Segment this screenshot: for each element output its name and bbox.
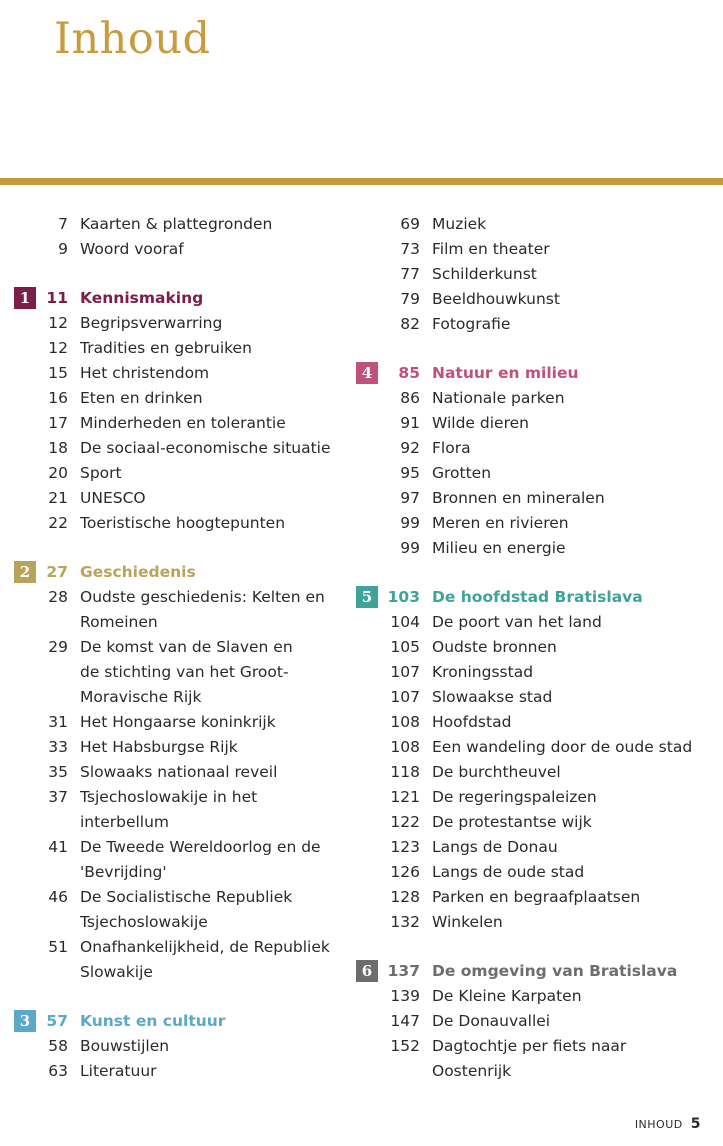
toc-entry <box>356 810 718 835</box>
toc-page-number: 92 <box>400 439 420 457</box>
toc-page-number: 9 <box>58 240 68 258</box>
toc-entry-title: Tsjechoslowakije in het <box>80 788 258 806</box>
toc-entry-title: de stichting van het Groot- <box>80 663 289 681</box>
toc-entry-title: Kroningsstad <box>432 663 534 681</box>
toc-entry-continuation <box>14 860 354 885</box>
toc-entry-title: Hoofdstad <box>432 713 512 731</box>
toc-entry-title: Nationale parken <box>432 389 565 407</box>
toc-left-column <box>14 212 354 1084</box>
toc-right-column <box>356 212 718 1084</box>
toc-page-number: 105 <box>390 638 420 656</box>
toc-entry-title: Beeldhouwkunst <box>432 290 560 308</box>
toc-section-heading <box>14 560 354 585</box>
toc-entry <box>356 710 718 735</box>
header-rule <box>0 178 723 185</box>
toc-entry <box>356 984 718 1009</box>
toc-entry <box>356 237 718 262</box>
toc-entry-title: UNESCO <box>80 489 146 507</box>
toc-entry-title: Kunst en cultuur <box>80 1012 226 1030</box>
toc-entry-title: Muziek <box>432 215 487 233</box>
toc-entry-continuation <box>356 1059 718 1084</box>
toc-entry-title: Geschiedenis <box>80 563 196 581</box>
toc-page-number: 28 <box>48 588 68 606</box>
toc-entry-continuation <box>14 960 354 985</box>
toc-page-number: 7 <box>58 215 68 233</box>
toc-entry <box>356 486 718 511</box>
toc-entry-title: Het Habsburgse Rijk <box>80 738 238 756</box>
toc-entry-title: Minderheden en tolerantie <box>80 414 286 432</box>
toc-section-heading <box>14 286 354 311</box>
toc-entry-title: Winkelen <box>432 913 503 931</box>
toc-section-heading <box>356 585 718 610</box>
toc-entry-title: Milieu en energie <box>432 539 566 557</box>
chapter-badge: 6 <box>356 960 378 982</box>
toc-entry-title: Oudste geschiedenis: Kelten en <box>80 588 325 606</box>
toc-entry-title: Eten en drinken <box>80 389 203 407</box>
toc-entry-title: Woord vooraf <box>80 240 184 258</box>
toc-entry <box>356 312 718 337</box>
toc-entry <box>14 760 354 785</box>
toc-entry <box>14 311 354 336</box>
toc-entry <box>356 910 718 935</box>
toc-page-number: 58 <box>48 1037 68 1055</box>
toc-page-number: 51 <box>48 938 68 956</box>
toc-page-number: 37 <box>48 788 68 806</box>
toc-entry-title: Tradities en gebruiken <box>80 339 252 357</box>
toc-entry-title: Langs de oude stad <box>432 863 585 881</box>
toc-page-number: 104 <box>390 613 420 631</box>
toc-entry-title: Het Hongaarse koninkrijk <box>80 713 276 731</box>
toc-page-number: 18 <box>48 439 68 457</box>
toc-page-number: 69 <box>400 215 420 233</box>
toc-page-number: 137 <box>387 962 420 980</box>
page-title: Inhoud <box>54 14 211 64</box>
toc-page-number: 91 <box>400 414 420 432</box>
toc-entry <box>356 1009 718 1034</box>
toc-entry <box>356 635 718 660</box>
toc-page-number: 122 <box>390 813 420 831</box>
toc-page-number: 132 <box>390 913 420 931</box>
toc-entry-title: Een wandeling door de oude stad <box>432 738 693 756</box>
toc-entry-title: interbellum <box>80 813 170 831</box>
toc-page-number: 85 <box>398 364 420 382</box>
toc-entry <box>14 835 354 860</box>
toc-page-number: 57 <box>46 1012 68 1030</box>
toc-page-number: 86 <box>400 389 420 407</box>
toc-entry-title: Slowaakse stad <box>432 688 553 706</box>
toc-entry-continuation <box>14 685 354 710</box>
toc-entry-title: Natuur en milieu <box>432 364 579 382</box>
toc-entry <box>14 461 354 486</box>
toc-page-number: 41 <box>48 838 68 856</box>
chapter-badge: 5 <box>356 586 378 608</box>
toc-entry-title: Slowakije <box>80 963 153 981</box>
toc-entry <box>14 386 354 411</box>
toc-page-number: 17 <box>48 414 68 432</box>
toc-entry <box>356 860 718 885</box>
toc-entry-title: Fotografie <box>432 315 511 333</box>
toc-page-number: 103 <box>387 588 420 606</box>
toc-page-number: 107 <box>390 688 420 706</box>
toc-entry-title: Flora <box>432 439 471 457</box>
toc-page-number: 16 <box>48 389 68 407</box>
toc-entry <box>356 610 718 635</box>
page-footer <box>635 1116 701 1132</box>
toc-entry <box>14 735 354 760</box>
toc-entry-title: De komst van de Slaven en <box>80 638 293 656</box>
toc-page-number: 31 <box>48 713 68 731</box>
toc-entry-title: Onafhankelijkheid, de Republiek <box>80 938 330 956</box>
toc-entry <box>356 536 718 561</box>
toc-entry-title: De poort van het land <box>432 613 602 631</box>
toc-entry-title: De Socialistische Republiek <box>80 888 293 906</box>
toc-entry <box>356 436 718 461</box>
toc-page-number: 82 <box>400 315 420 333</box>
toc-entry-continuation <box>14 610 354 635</box>
toc-entry <box>356 1034 718 1059</box>
toc-entry-title: Moravische Rijk <box>80 688 202 706</box>
toc-entry-continuation <box>14 910 354 935</box>
toc-page-number: 123 <box>390 838 420 856</box>
toc-entry-title: Romeinen <box>80 613 158 631</box>
toc-page-number: 121 <box>390 788 420 806</box>
toc-entry <box>14 1059 354 1084</box>
toc-entry <box>14 710 354 735</box>
chapter-badge: 2 <box>14 561 36 583</box>
toc-entry-title: Sport <box>80 464 122 482</box>
toc-entry-title: Meren en rivieren <box>432 514 569 532</box>
toc-entry-title: De Tweede Wereldoorlog en de <box>80 838 321 856</box>
toc-entry-title: Oostenrijk <box>432 1062 512 1080</box>
toc-entry <box>356 212 718 237</box>
toc-page-number: 108 <box>390 713 420 731</box>
toc-entry-title: Toeristische hoogtepunten <box>80 514 286 532</box>
toc-entry-title: Tsjechoslowakije <box>80 913 208 931</box>
toc-page-number: 147 <box>390 1012 420 1030</box>
chapter-badge: 3 <box>14 1010 36 1032</box>
toc-page-number: 152 <box>390 1037 420 1055</box>
toc-entry <box>356 885 718 910</box>
toc-page-number: 139 <box>390 987 420 1005</box>
toc-entry-title: 'Bevrijding' <box>80 863 167 881</box>
toc-entry <box>356 785 718 810</box>
toc-entry-title: Het christendom <box>80 364 210 382</box>
toc-entry <box>356 760 718 785</box>
toc-entry-title: Bouwstijlen <box>80 1037 170 1055</box>
toc-entry-title: Oudste bronnen <box>432 638 557 656</box>
toc-entry <box>356 411 718 436</box>
toc-page-number: 15 <box>48 364 68 382</box>
toc-entry <box>14 885 354 910</box>
toc-entry <box>14 935 354 960</box>
toc-entry <box>14 1034 354 1059</box>
toc-section-heading <box>14 1009 354 1034</box>
toc-entry <box>356 735 718 760</box>
toc-entry-title: De sociaal-economische situatie <box>80 439 331 457</box>
toc-entry <box>14 785 354 810</box>
toc-page-number: 79 <box>400 290 420 308</box>
toc-section-heading <box>356 361 718 386</box>
toc-entry-title: Literatuur <box>80 1062 157 1080</box>
toc-entry <box>14 635 354 660</box>
toc-page-number: 118 <box>390 763 420 781</box>
toc-entry-title: De burchtheuvel <box>432 763 561 781</box>
toc-entry-title: Schilderkunst <box>432 265 537 283</box>
toc-entry-title: Langs de Donau <box>432 838 558 856</box>
toc-page-number: 20 <box>48 464 68 482</box>
toc-entry-title: Dagtochtje per fiets naar <box>432 1037 627 1055</box>
toc-page-number: 22 <box>48 514 68 532</box>
toc-page-number: 126 <box>390 863 420 881</box>
toc-entry <box>14 585 354 610</box>
toc-entry-title: De Donauvallei <box>432 1012 551 1030</box>
toc-entry-title: Grotten <box>432 464 492 482</box>
toc-page-number: 128 <box>390 888 420 906</box>
toc-page-number: 97 <box>400 489 420 507</box>
toc-entry <box>14 336 354 361</box>
toc-entry-continuation <box>14 660 354 685</box>
toc-entry <box>356 835 718 860</box>
toc-entry <box>356 511 718 536</box>
toc-entry <box>14 237 354 262</box>
toc-entry <box>14 436 354 461</box>
toc-page-number: 12 <box>48 314 68 332</box>
chapter-badge: 1 <box>14 287 36 309</box>
toc-page-number: 95 <box>400 464 420 482</box>
footer-page-number: 5 <box>690 1116 701 1132</box>
toc-page-number: 73 <box>400 240 420 258</box>
toc-entry-continuation <box>14 810 354 835</box>
toc-entry-title: Wilde dieren <box>432 414 529 432</box>
toc-entry <box>14 361 354 386</box>
toc-entry-title: Begripsverwarring <box>80 314 223 332</box>
toc-page-number: 63 <box>48 1062 68 1080</box>
toc-page-number: 46 <box>48 888 68 906</box>
toc-page-number: 108 <box>390 738 420 756</box>
toc-page-number: 33 <box>48 738 68 756</box>
toc-entry-title: Bronnen en mineralen <box>432 489 605 507</box>
toc-entry-title: Parken en begraafplaatsen <box>432 888 641 906</box>
toc-entry-title: De Kleine Karpaten <box>432 987 582 1005</box>
toc-entry-title: De protestantse wijk <box>432 813 592 831</box>
toc-page-number: 29 <box>48 638 68 656</box>
toc-entry <box>14 486 354 511</box>
toc-page-number: 21 <box>48 489 68 507</box>
toc-entry <box>356 386 718 411</box>
toc-entry-title: De omgeving van Bratislava <box>432 962 678 980</box>
toc-entry <box>14 511 354 536</box>
toc-page-number: 12 <box>48 339 68 357</box>
toc-entry-title: Film en theater <box>432 240 550 258</box>
toc-entry <box>356 287 718 312</box>
toc-page-number: 27 <box>46 563 68 581</box>
toc-entry <box>356 660 718 685</box>
toc-entry <box>356 262 718 287</box>
footer-label: INHOUD <box>634 1118 683 1131</box>
toc-entry <box>14 212 354 237</box>
toc-section-heading <box>356 959 718 984</box>
toc-entry <box>356 685 718 710</box>
toc-page-number: 107 <box>390 663 420 681</box>
toc-entry-title: De hoofdstad Bratislava <box>432 588 643 606</box>
toc-page-number: 99 <box>400 514 420 532</box>
toc-entry <box>356 461 718 486</box>
toc-page-number: 77 <box>400 265 420 283</box>
toc-entry-title: Kennismaking <box>80 289 204 307</box>
toc-entry-title: De regeringspaleizen <box>432 788 597 806</box>
toc-entry-title: Slowaaks nationaal reveil <box>80 763 278 781</box>
toc-page-number: 35 <box>48 763 68 781</box>
toc-page-number: 11 <box>46 289 68 307</box>
chapter-badge: 4 <box>356 362 378 384</box>
toc-page-number: 99 <box>400 539 420 557</box>
toc-entry-title: Kaarten & plattegronden <box>80 215 273 233</box>
toc-entry <box>14 411 354 436</box>
